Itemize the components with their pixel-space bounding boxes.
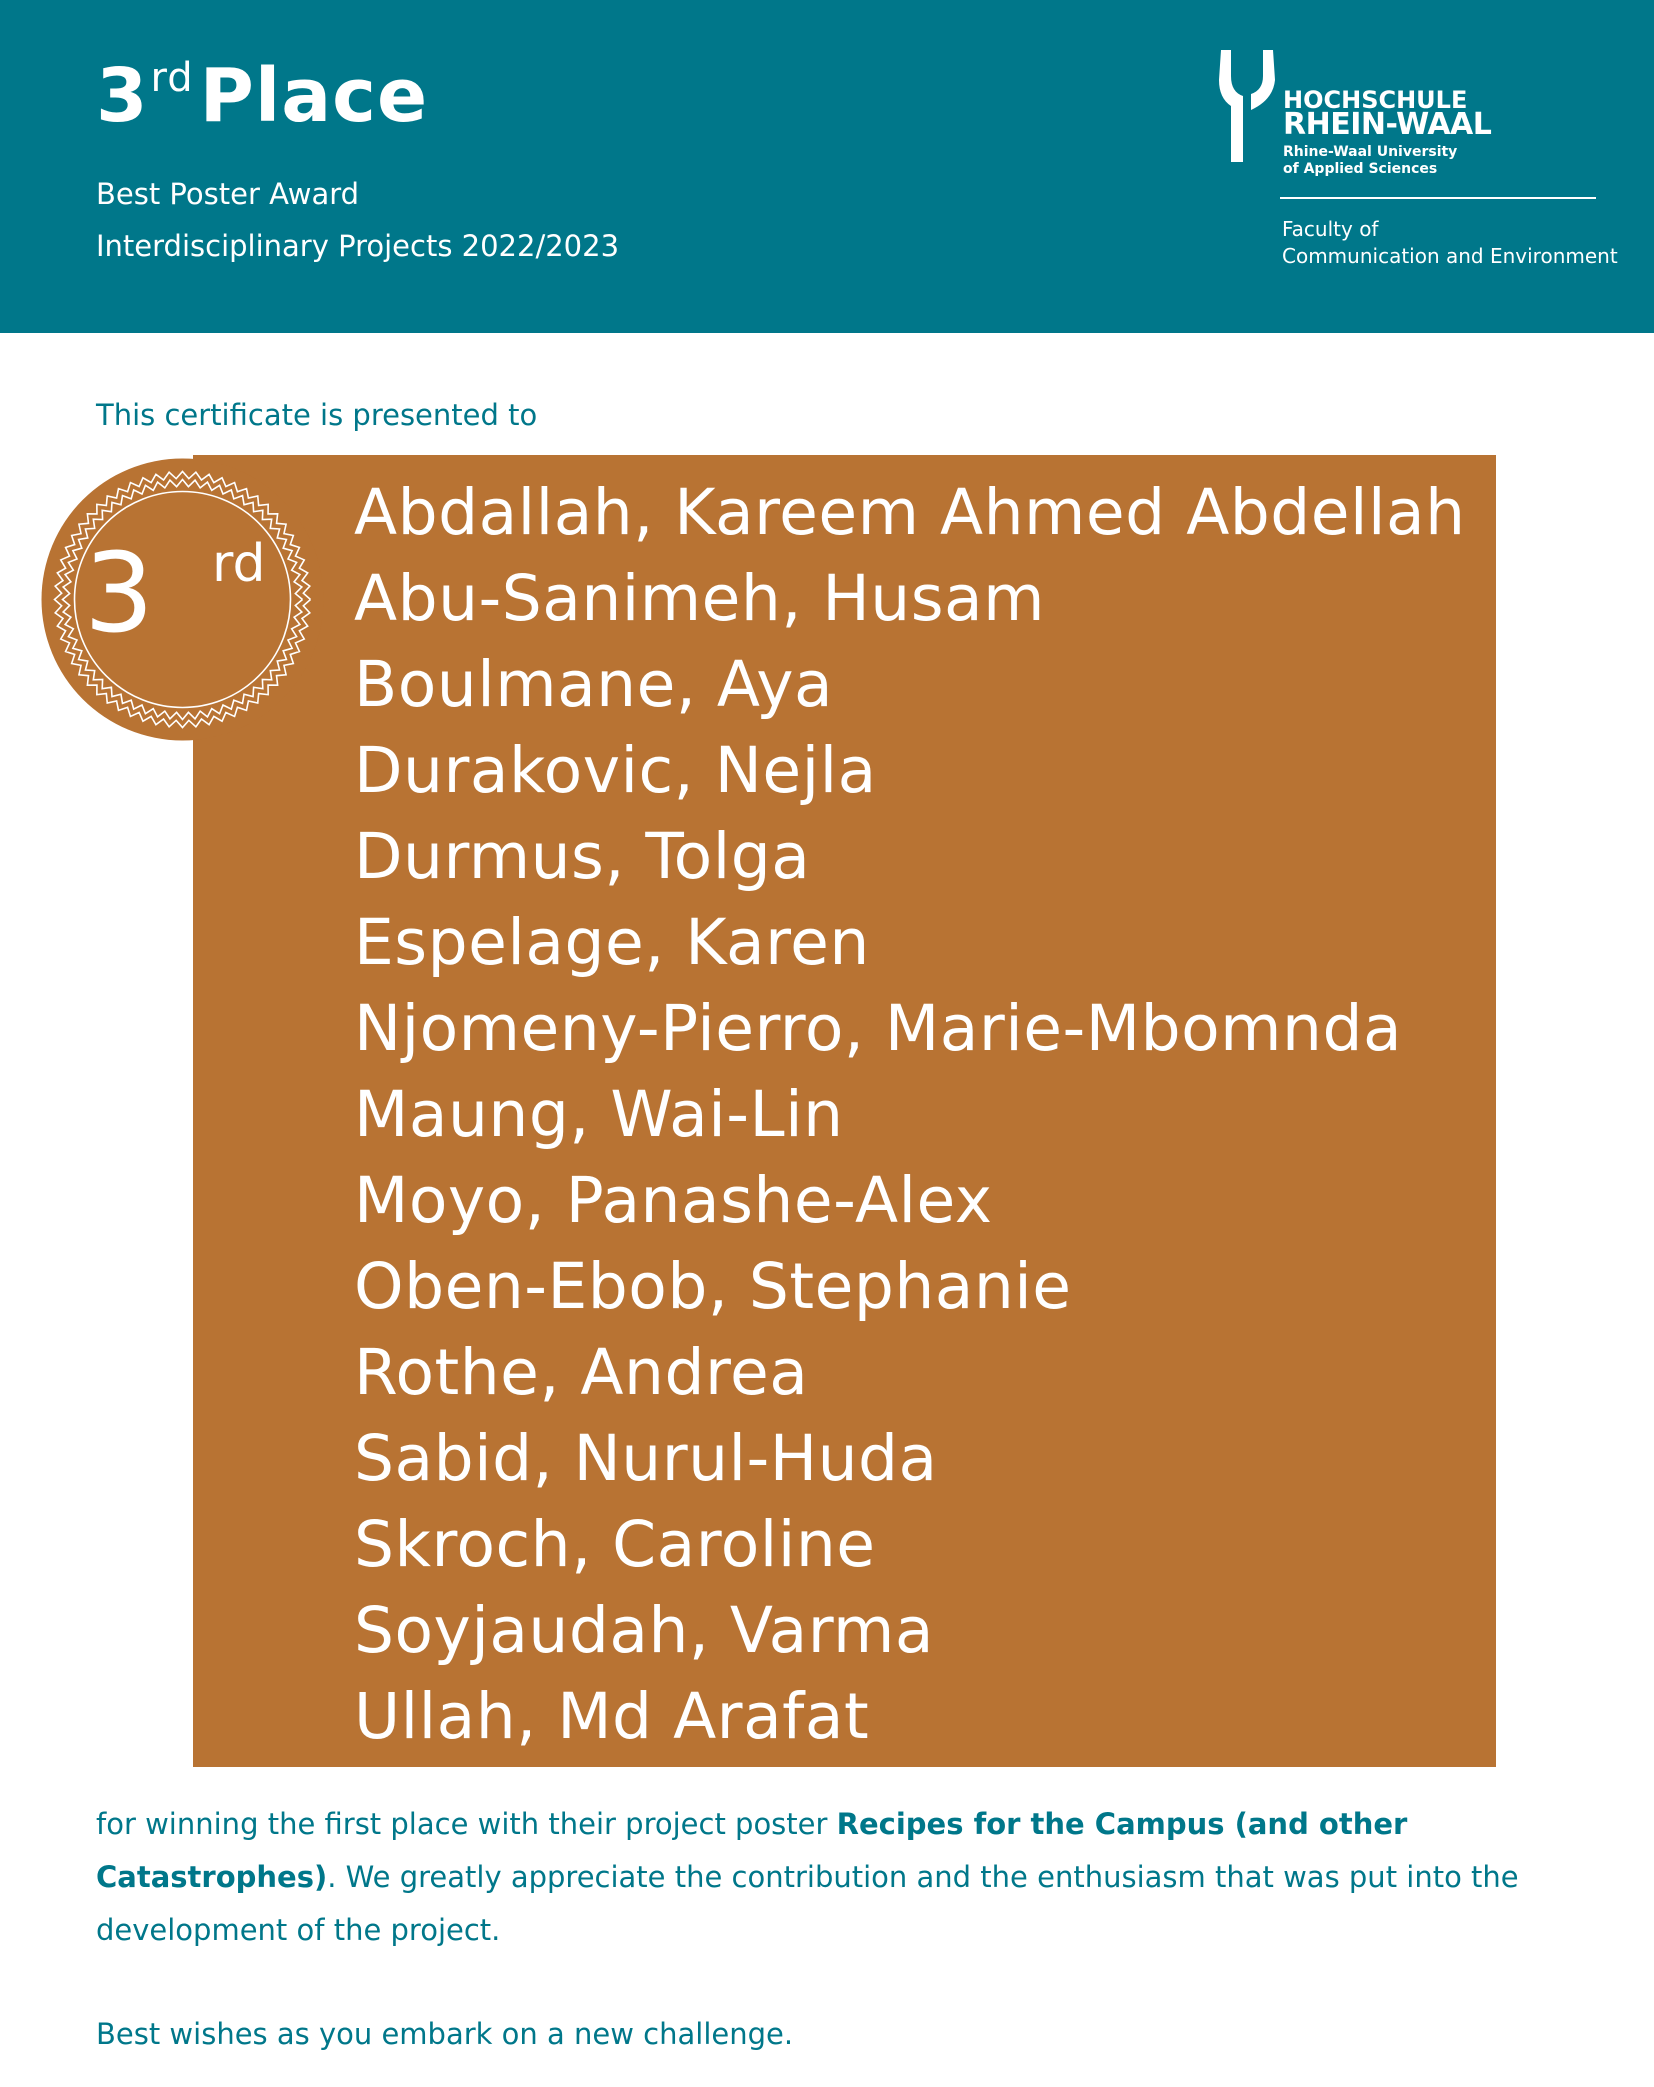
logo-divider [1280,197,1596,199]
recipient-names-list [354,470,1466,1760]
recipient-name: Rothe, Andrea [354,1336,809,1409]
recipient-name: Boulmane, Aya [354,648,834,721]
citation-paragraph [96,1798,1556,1957]
title-ordinal-suffix: rd [150,55,194,101]
recipient-name: Ullah, Md Arafat [354,1680,870,1753]
title-number: 3 [96,53,149,139]
recipient-name: Njomeny-Pierro, Marie-Mbomnda [354,992,1403,1065]
recipient-name: Maung, Wai-Lin [354,1078,844,1151]
logo-line-hochschule: HOCHSCHULE [1283,86,1468,114]
title-word: Place [199,53,429,139]
recipient-name: Espelage, Karen [354,906,870,979]
logo-line-rhein-waal: RHEIN-WAAL [1283,107,1492,142]
certificate-header [0,0,1654,333]
faculty-line-1: Faculty of [1282,217,1379,241]
certificate-title [96,53,429,139]
badge-ordinal-suffix: rd [212,534,266,594]
recipient-name: Abdallah, Kareem Ahmed Abdellah [354,476,1466,549]
university-logo [1217,50,1537,180]
logo-line-applied-sciences: of Applied Sciences [1283,161,1438,177]
recipient-name: Sabid, Nurul-Huda [354,1422,938,1495]
citation-text-end: . We greatly appreciate the contribution and the enthusiasm that was put into the development of the project. [96,1860,1519,1947]
award-program: Interdisciplinary Projects 2022/2023 [96,229,620,263]
faculty-line-2: Communication and Environment [1282,244,1618,268]
recipient-name: Durmus, Tolga [354,820,811,893]
badge-number: 3 [84,529,154,657]
recipient-name: Moyo, Panashe-Alex [354,1164,993,1237]
recipient-name: Soyjaudah, Varma [354,1594,935,1667]
closing-wishes: Best wishes as you embark on a new challenge. [96,2017,794,2051]
citation-text-start: for winning the first place with their project poster [96,1807,837,1841]
award-name: Best Poster Award [96,177,360,211]
project-title: Recipes for the Campus (and other Catastrophes) [96,1807,1408,1894]
recipient-name: Durakovic, Nejla [354,734,877,807]
rosette-badge-icon [40,457,325,742]
recipient-name: Abu-Sanimeh, Husam [354,562,1045,635]
logo-line-university: Rhine-Waal University [1283,144,1458,160]
recipient-name: Oben-Ebob, Stephanie [354,1250,1072,1323]
university-logo-icon [1217,50,1277,162]
presented-to-text: This certificate is presented to [96,398,538,432]
recipient-name: Skroch, Caroline [354,1508,876,1581]
